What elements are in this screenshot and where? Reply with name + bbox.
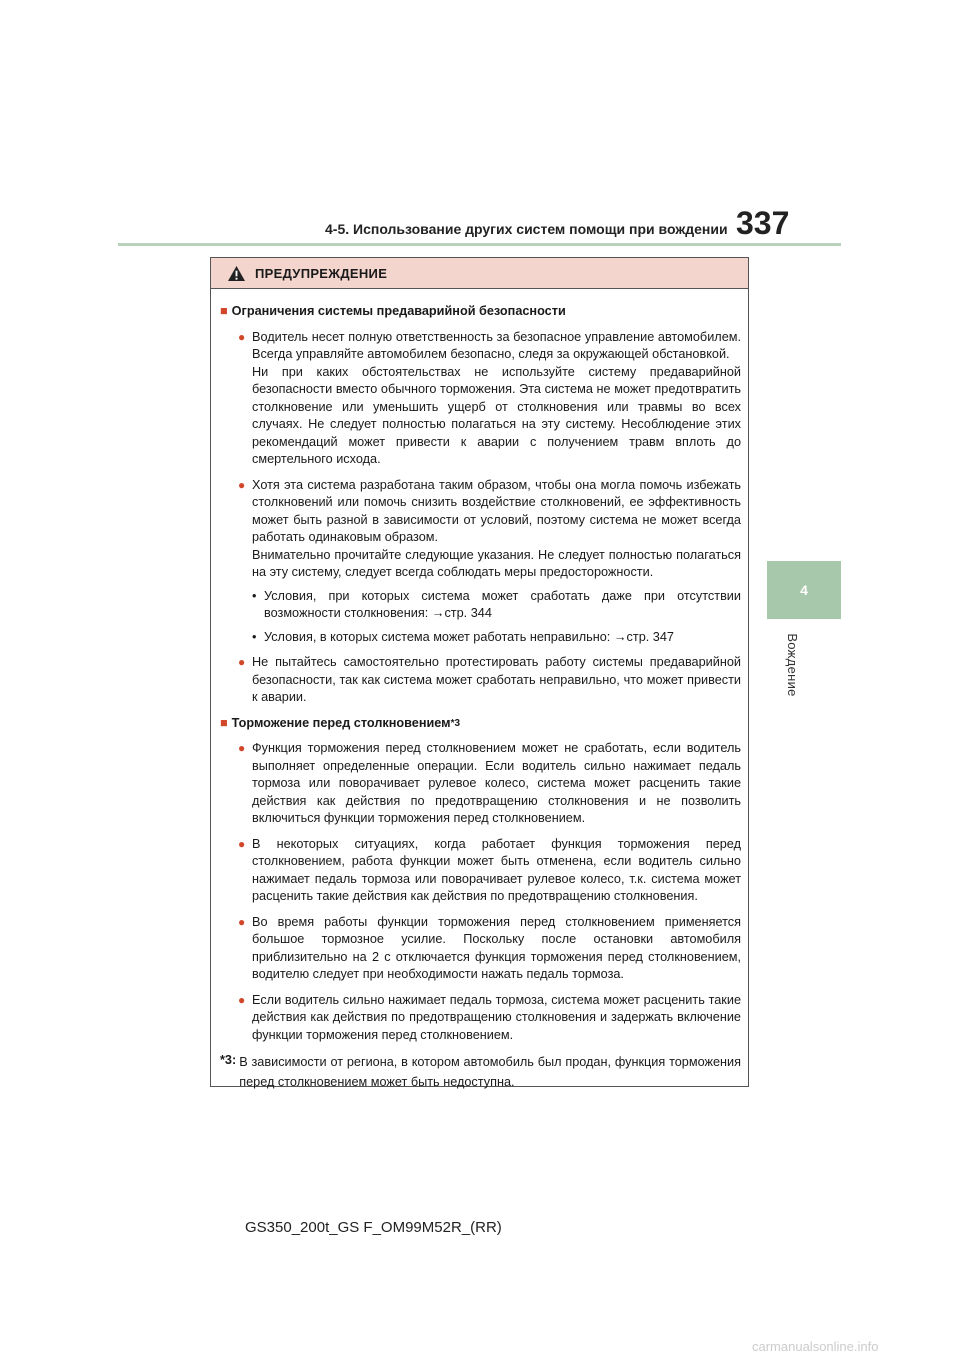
warning-title: ПРЕДУПРЕЖДЕНИЕ: [255, 265, 388, 281]
page-reference-link[interactable]: Условия, при которых система может сработать даже при отсутствии возможности столкновения: →стр. 344: [264, 588, 741, 620]
list-item: [238, 740, 741, 828]
list-item: [238, 992, 741, 1045]
manual-code: GS350_200t_GS F_OM99M52R_(RR): [245, 1219, 502, 1236]
round-bullet-icon: ●: [238, 655, 246, 669]
paragraph: Ни при каких обстоятельствах не используйте систему предаварийной безопасности вместо обычного торможения. Эта система не может предотвратить столкновение или уменьшить ущерб от столкновения или травмы во всех случаях. Не следует полностью полагаться на эту систему. Несоблюдение этих рекомендаций может привести к аварии с получением травм вплоть до смертельного исхода.: [252, 364, 741, 466]
square-bullet-icon: ■: [220, 715, 228, 730]
paragraph: В некоторых ситуациях, когда работает функция торможения перед столкновением, работа функции может быть отменена, если водитель сильно нажимает педаль тормоза или поворачивает рулевое колесо, т.к. система может расценить такие действия как действия по предотвращению столкновения.: [252, 836, 741, 903]
square-bullet-icon: ■: [220, 304, 228, 318]
header-divider: [118, 243, 841, 246]
footnote-marker: *3:: [220, 1053, 237, 1067]
chapter-tab[interactable]: [767, 561, 841, 619]
chapter-number: 4: [800, 582, 808, 598]
paragraph: Во время работы функции торможения перед столкновением применяется большое тормозное усилие. Поскольку после остановки автомобиля приблизительно на 2 с отключается функция торможения перед столкновением, водителю следует при необходимости нажать педаль тормоза.: [252, 914, 741, 981]
page-reference-link[interactable]: Условия, в которых система может работать неправильно: →стр. 347: [264, 629, 674, 644]
list-item: [238, 914, 741, 984]
round-bullet-icon: ●: [238, 836, 246, 851]
round-bullet-icon: ●: [238, 741, 246, 755]
round-bullet-icon: ●: [238, 477, 246, 492]
list-item: [238, 654, 741, 707]
page-number: 337: [736, 205, 790, 241]
warning-triangle-icon: [227, 265, 246, 282]
section-heading: ■ Торможение перед столкновением *3: [220, 715, 741, 733]
warning-box: [210, 257, 749, 1087]
warning-header: [211, 258, 748, 289]
round-bullet-icon: ●: [238, 992, 246, 1007]
sub-list-item: • Условия, при которых система может сработать даже при отсутствии возможности столкновения: →стр. 344: [252, 588, 741, 623]
watermark: carmanualsonline.info: [752, 1339, 879, 1354]
footnote-text: В зависимости от региона, в котором автомобиль был продан, функция торможения перед столкновением может быть недоступна.: [239, 1055, 741, 1089]
warning-content: [211, 289, 748, 1092]
footnote: [220, 1052, 741, 1092]
chapter-label: Вождение: [785, 633, 800, 697]
round-bullet-icon: ●: [238, 914, 246, 929]
sub-list-item: • Условия, в которых система может работать неправильно: →стр. 347: [252, 629, 741, 647]
paragraph: Не пытайтесь самостоятельно протестировать работу системы предаварийной безопасности, так как система может сработать неправильно, что может привести к аварии.: [252, 655, 741, 704]
section-title: 4-5. Использование других систем помощи при вождении: [325, 221, 728, 237]
paragraph: Внимательно прочитайте следующие указания. Не следует полностью полагаться на эту систему, следует всегда соблюдать меры предосторожности.: [252, 547, 741, 579]
list-item: [238, 329, 741, 469]
paragraph: Хотя эта система разработана таким образом, чтобы она могла помочь избежать столкновений или помочь снизить воздействие столкновений, ее эффективность может быть разной в зависимости от условий, поэтому система не может всегда работать одинаковым образом.: [252, 477, 741, 544]
list-item: [238, 836, 741, 906]
paragraph: Если водитель сильно нажимает педаль тормоза, система может расценить такие действия как действия по предотвращению столкновения и задержать включение функции торможения перед столкновением.: [252, 992, 741, 1042]
section-heading: ■ Ограничения системы предаварийной безопасности: [220, 303, 741, 321]
paragraph: Водитель несет полную ответственность за безопасное управление автомобилем. Всегда управляйте автомобилем безопасно, следя за окружающей обстановкой.: [252, 329, 741, 361]
list-item: [238, 477, 741, 647]
footnote-marker: *3: [450, 717, 461, 729]
paragraph: Функция торможения перед столкновением может не сработать, если водитель выполняет определенные операции. Если водитель сильно нажимает педаль тормоза или поворачивает рулевое колесо, система может расценить такие действия как действия по предотвращению столкновения и не позволить включиться функции торможения перед столкновением.: [252, 741, 741, 825]
round-bullet-icon: ●: [238, 329, 246, 344]
